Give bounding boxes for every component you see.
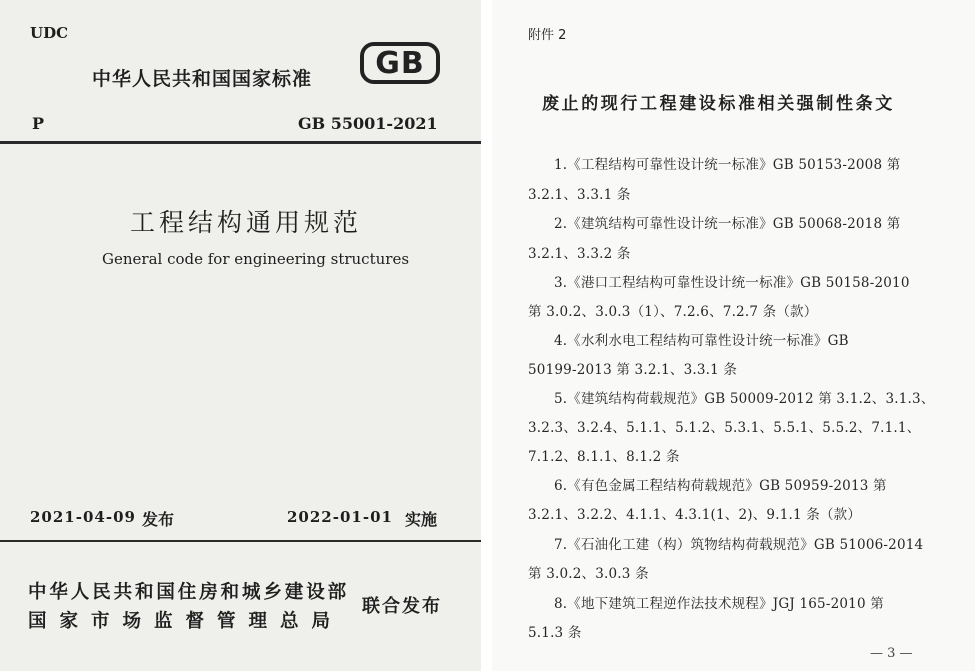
ministry-line-1: 中华人民共和国住房和城乡建设部 bbox=[28, 582, 350, 603]
joint-release-label: 联合发布 bbox=[362, 596, 442, 617]
clause-line: 第 3.0.2、3.0.3 条 bbox=[528, 566, 649, 582]
standard-cover-page bbox=[0, 0, 481, 671]
attachment-heading: 废止的现行工程建设标准相关强制性条文 bbox=[542, 94, 895, 114]
clause-line: 2.《建筑结构可靠性设计统一标准》GB 50068-2018 第 bbox=[554, 216, 901, 232]
ministry-line-2: 国家市场监督管理总局 bbox=[28, 611, 344, 632]
clause-line: 5.1.3 条 bbox=[528, 625, 582, 641]
clause-line: 1.《工程结构可靠性设计统一标准》GB 50153-2008 第 bbox=[554, 157, 901, 173]
clause-line: 5.《建筑结构荷载规范》GB 50009-2012 第 3.1.2、3.1.3、 bbox=[554, 391, 935, 407]
clause-line: 3.2.1、3.2.2、4.1.1、4.3.1(1、2)、9.1.1 条（款） bbox=[528, 507, 862, 523]
clause-line: 3.2.1、3.3.2 条 bbox=[528, 246, 631, 262]
clause-line: 7.《石油化工建（构）筑物结构荷载规范》GB 51006-2014 bbox=[554, 537, 924, 553]
effective-label: 实施 bbox=[405, 510, 438, 529]
udc-label: UDC bbox=[30, 24, 69, 42]
clause-line: 50199-2013 第 3.2.1、3.3.1 条 bbox=[528, 362, 738, 378]
national-standard-label: 中华人民共和国国家标准 bbox=[92, 68, 313, 90]
classification-code: P bbox=[32, 114, 45, 133]
gb-logo: GB bbox=[360, 42, 440, 84]
effective-date: 2022-01-01 bbox=[287, 508, 393, 526]
attachment-label: 附件 2 bbox=[528, 28, 567, 43]
clause-line: 3.《港口工程结构可靠性设计统一标准》GB 50158-2010 bbox=[554, 275, 910, 291]
clause-line: 8.《地下建筑工程逆作法技术规程》JGJ 165-2010 第 bbox=[554, 596, 884, 612]
release-label: 发布 bbox=[142, 510, 175, 529]
title-cn: 工程结构通用规范 bbox=[130, 208, 363, 237]
clause-line: 6.《有色金属工程结构荷载规范》GB 50959-2013 第 bbox=[554, 478, 887, 494]
clause-line: 3.2.3、3.2.4、5.1.1、5.1.2、5.3.1、5.5.1、5.5.2、7.1.1、 bbox=[528, 420, 921, 436]
release-date: 2021-04-09 bbox=[30, 508, 136, 526]
top-rule bbox=[0, 141, 481, 144]
bottom-rule bbox=[0, 540, 481, 542]
standard-number: GB 55001-2021 bbox=[298, 114, 438, 133]
clause-line: 7.1.2、8.1.1、8.1.2 条 bbox=[528, 449, 680, 465]
page-gutter bbox=[481, 0, 492, 671]
title-en: General code for engineering structures bbox=[102, 250, 410, 268]
page-number: — 3 — bbox=[870, 646, 913, 661]
clause-line: 第 3.0.2、3.0.3（1）、7.2.6、7.2.7 条（款） bbox=[528, 304, 818, 320]
clause-line: 4.《水利水电工程结构可靠性设计统一标准》GB bbox=[554, 333, 849, 349]
attachment-page bbox=[492, 0, 975, 671]
clause-line: 3.2.1、3.3.1 条 bbox=[528, 187, 631, 203]
